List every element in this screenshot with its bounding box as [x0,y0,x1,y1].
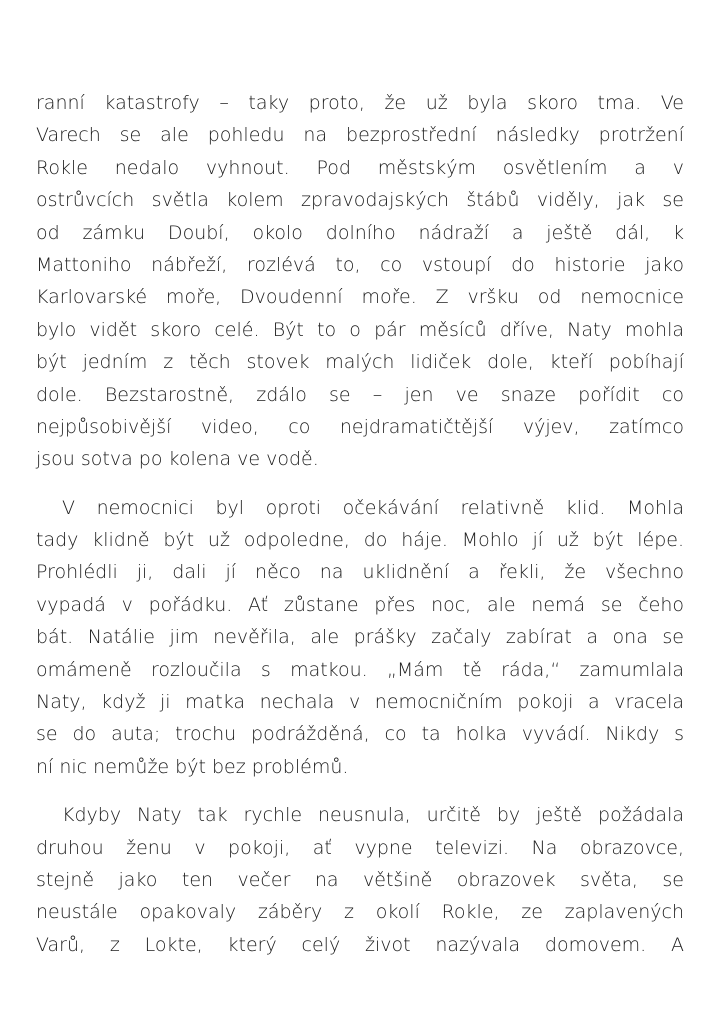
text-line: bát. Natálie jim nevěřila, ale prášky začaly zabírat a ona se [36,626,684,649]
text-line: omámeně rozloučila s matkou. „Mám tě ráda,“ zamumlala [36,658,684,681]
text-line: Varů, z Lokte, který celý život nazývala domovem. A [36,933,684,956]
text-line: být jedním z těch stovek malých lidiček dole, kteří pobíhají [36,351,684,374]
document-page [36,87,684,977]
text-line: Rokle nedalo vyhnout. Pod městským osvětlením a v [36,156,684,179]
text-line: dole. Bezstarostně, zdálo se – jen ve snaze pořídit co [36,383,684,406]
text-line: Karlovarské moře, Dvoudenní moře. Z vršku od nemocnice [36,286,684,309]
text-line: Kdyby Naty tak rychle neusnula, určitě by ještě požádala [62,804,684,827]
text-line: Mattoniho nábřeží, rozlévá to, co vstoupí do historie jako [36,253,684,276]
text-line: ní nic nemůže být bez problémů. [36,755,349,778]
text-line: Naty, když ji matka nechala v nemocničním pokoji a vracela [36,691,684,714]
text-line: Prohlédli ji, dali jí něco na uklidnění a řekli, že všechno [36,561,684,584]
text-line: neustále opakovaly záběry z okolí Rokle, ze zaplavených [36,901,684,924]
text-line: stejně jako ten večer na většině obrazovek světa, se [36,868,684,891]
text-line: V nemocnici byl oproti očekávání relativně klid. Mohla [62,496,684,519]
paragraph-1 [36,87,684,476]
text-line: ostrůvcích světla kolem zpravodajských štábů viděly, jak se [36,189,684,212]
text-line: jsou sotva po kolena ve vodě. [36,448,319,471]
text-line: druhou ženu v pokoji, ať vypne televizi. Na obrazovce, [36,836,684,859]
text-line: ranní katastrofy – taky proto, že už byla skoro tma. Ve [36,92,684,114]
paragraph-2 [36,492,684,784]
text-line: Varech se ale pohledu na bezprostřední následky protržení [36,124,684,147]
paragraph-3 [36,799,684,961]
text-line: tady klidně být už odpoledne, do háje. Mohlo jí už být lépe. [36,529,684,552]
text-line: vypadá v pořádku. Ať zůstane přes noc, ale nemá se čeho [36,593,684,616]
text-line: od zámku Doubí, okolo dolního nádraží a ještě dál, k [36,221,684,244]
text-line: nejpůsobivější video, co nejdramatičtější výjev, zatímco [36,415,684,438]
text-line: se do auta; trochu podrážděná, co ta holka vyvádí. Nikdy s [36,723,684,746]
text-line: bylo vidět skoro celé. Být to o pár měsíců dříve, Naty mohla [36,318,684,341]
